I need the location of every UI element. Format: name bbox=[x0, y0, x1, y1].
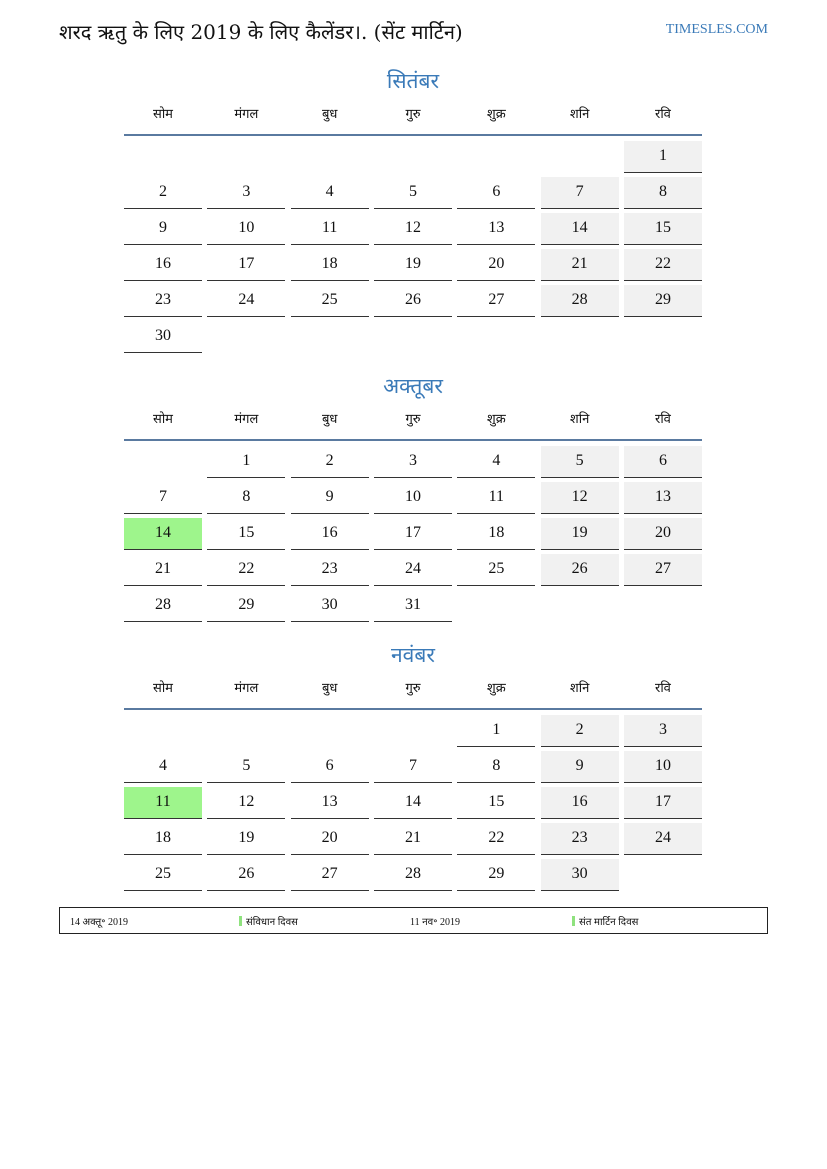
day-cell[interactable]: 24 bbox=[624, 823, 702, 855]
holiday-day-cell[interactable]: 11 bbox=[124, 787, 202, 819]
holiday-color-marker bbox=[572, 916, 575, 926]
weekday-header bbox=[124, 100, 702, 136]
day-cell[interactable]: 1 bbox=[624, 141, 702, 173]
day-cell[interactable]: 15 bbox=[624, 213, 702, 245]
day-cell[interactable]: 21 bbox=[124, 554, 202, 586]
holiday-day-cell[interactable]: 14 bbox=[124, 518, 202, 550]
day-cell[interactable]: 20 bbox=[291, 823, 369, 855]
weekday-label: शनि bbox=[569, 107, 590, 122]
day-cell[interactable]: 9 bbox=[541, 751, 619, 783]
brand-link[interactable]: TIMESLES.COM bbox=[665, 22, 768, 37]
day-cell[interactable]: 9 bbox=[124, 213, 202, 245]
empty-day-cell bbox=[207, 321, 285, 352]
weekday-label: मंगल bbox=[234, 107, 259, 122]
day-cell[interactable]: 13 bbox=[291, 787, 369, 819]
day-cell[interactable]: 2 bbox=[541, 715, 619, 747]
weekday-label: रवि bbox=[655, 681, 671, 696]
empty-day-cell bbox=[457, 321, 535, 352]
day-cell[interactable]: 30 bbox=[124, 321, 202, 353]
day-cell[interactable]: 16 bbox=[541, 787, 619, 819]
day-cell[interactable]: 23 bbox=[124, 285, 202, 317]
empty-day-cell bbox=[291, 715, 369, 746]
empty-day-cell bbox=[374, 321, 452, 352]
day-cell[interactable]: 20 bbox=[457, 249, 535, 281]
weekday-label: शुक्र bbox=[486, 412, 506, 427]
holiday-legend bbox=[59, 907, 768, 934]
day-cell[interactable]: 1 bbox=[207, 446, 285, 478]
day-cell[interactable]: 29 bbox=[457, 859, 535, 891]
weekday-label: रवि bbox=[655, 412, 671, 427]
empty-day-cell bbox=[541, 321, 619, 352]
weekday-header bbox=[124, 405, 702, 441]
day-cell[interactable]: 31 bbox=[374, 590, 452, 622]
day-cell[interactable]: 15 bbox=[457, 787, 535, 819]
empty-day-cell bbox=[374, 715, 452, 746]
day-cell[interactable]: 11 bbox=[291, 213, 369, 245]
legend-holiday-1: संविधान दिवस bbox=[239, 914, 298, 928]
day-cell[interactable]: 6 bbox=[624, 446, 702, 478]
empty-day-cell bbox=[457, 141, 535, 172]
day-cell[interactable]: 18 bbox=[457, 518, 535, 550]
empty-day-cell bbox=[541, 590, 619, 621]
weekday-label: गुरु bbox=[405, 107, 421, 122]
empty-day-cell bbox=[207, 141, 285, 172]
day-cell[interactable]: 10 bbox=[374, 482, 452, 514]
empty-day-cell bbox=[291, 321, 369, 352]
day-cell[interactable]: 28 bbox=[374, 859, 452, 891]
day-cell[interactable]: 8 bbox=[207, 482, 285, 514]
day-cell[interactable]: 21 bbox=[541, 249, 619, 281]
day-cell[interactable]: 10 bbox=[207, 213, 285, 245]
day-cell[interactable]: 3 bbox=[624, 715, 702, 747]
weekday-label: शुक्र bbox=[486, 681, 506, 696]
day-cell[interactable]: 17 bbox=[374, 518, 452, 550]
legend-date-2: 11 नव॰ 2019 bbox=[410, 917, 460, 928]
day-cell[interactable]: 25 bbox=[291, 285, 369, 317]
month-title: अक्तूबर bbox=[383, 374, 443, 398]
day-cell[interactable]: 17 bbox=[624, 787, 702, 819]
empty-day-cell bbox=[291, 141, 369, 172]
day-cell[interactable]: 27 bbox=[624, 554, 702, 586]
weekday-label: शनि bbox=[569, 412, 590, 427]
empty-day-cell bbox=[124, 715, 202, 746]
weekday-label: शनि bbox=[569, 681, 590, 696]
empty-day-cell bbox=[124, 446, 202, 477]
day-cell[interactable]: 17 bbox=[207, 249, 285, 281]
day-cell[interactable]: 26 bbox=[207, 859, 285, 891]
empty-day-cell bbox=[624, 590, 702, 621]
day-cell[interactable]: 4 bbox=[124, 751, 202, 783]
weekday-label: गुरु bbox=[405, 681, 421, 696]
day-cell[interactable]: 19 bbox=[374, 249, 452, 281]
day-cell[interactable]: 12 bbox=[207, 787, 285, 819]
day-cell[interactable]: 4 bbox=[291, 177, 369, 209]
day-cell[interactable]: 23 bbox=[541, 823, 619, 855]
day-cell[interactable]: 25 bbox=[124, 859, 202, 891]
weekday-label: बुध bbox=[321, 681, 338, 696]
day-cell[interactable]: 11 bbox=[457, 482, 535, 514]
day-cell[interactable]: 18 bbox=[291, 249, 369, 281]
day-cell[interactable]: 19 bbox=[207, 823, 285, 855]
day-cell[interactable]: 18 bbox=[124, 823, 202, 855]
day-cell[interactable]: 5 bbox=[207, 751, 285, 783]
day-cell[interactable]: 24 bbox=[374, 554, 452, 586]
day-cell[interactable]: 22 bbox=[457, 823, 535, 855]
day-cell[interactable]: 7 bbox=[374, 751, 452, 783]
day-cell[interactable]: 30 bbox=[541, 859, 619, 891]
page-title: शरद ऋतु के लिए 2019 के लिए कैलेंडर।. (सेंट मार्टिन) bbox=[59, 20, 463, 44]
day-cell[interactable]: 2 bbox=[291, 446, 369, 478]
day-cell[interactable]: 25 bbox=[457, 554, 535, 586]
day-cell[interactable]: 29 bbox=[207, 590, 285, 622]
day-cell[interactable]: 26 bbox=[374, 285, 452, 317]
legend-date-1: 14 अक्तू॰ 2019 bbox=[70, 917, 128, 928]
day-cell[interactable]: 27 bbox=[457, 285, 535, 317]
day-grid bbox=[124, 445, 702, 625]
day-cell[interactable]: 28 bbox=[124, 590, 202, 622]
day-grid bbox=[124, 714, 702, 894]
day-cell[interactable]: 7 bbox=[124, 482, 202, 514]
weekday-label: सोम bbox=[153, 681, 173, 696]
day-cell[interactable]: 6 bbox=[291, 751, 369, 783]
day-cell[interactable]: 19 bbox=[541, 518, 619, 550]
day-cell[interactable]: 5 bbox=[541, 446, 619, 478]
empty-day-cell bbox=[624, 859, 702, 890]
day-cell[interactable]: 6 bbox=[457, 177, 535, 209]
month-title: सितंबर bbox=[386, 69, 440, 93]
day-cell[interactable]: 30 bbox=[291, 590, 369, 622]
month-block bbox=[124, 371, 702, 625]
day-cell[interactable]: 15 bbox=[207, 518, 285, 550]
day-cell[interactable]: 12 bbox=[374, 213, 452, 245]
weekday-header bbox=[124, 674, 702, 710]
empty-day-cell bbox=[624, 321, 702, 352]
empty-day-cell bbox=[541, 141, 619, 172]
day-cell[interactable]: 26 bbox=[541, 554, 619, 586]
day-cell[interactable]: 23 bbox=[291, 554, 369, 586]
day-cell[interactable]: 29 bbox=[624, 285, 702, 317]
day-cell[interactable]: 16 bbox=[291, 518, 369, 550]
day-cell[interactable]: 2 bbox=[124, 177, 202, 209]
month-title: नवंबर bbox=[391, 643, 435, 667]
day-cell[interactable]: 14 bbox=[541, 213, 619, 245]
day-cell[interactable]: 5 bbox=[374, 177, 452, 209]
day-cell[interactable]: 24 bbox=[207, 285, 285, 317]
day-cell[interactable]: 22 bbox=[624, 249, 702, 281]
day-cell[interactable]: 16 bbox=[124, 249, 202, 281]
weekday-label: सोम bbox=[153, 412, 173, 427]
day-grid bbox=[124, 140, 702, 356]
day-cell[interactable]: 4 bbox=[457, 446, 535, 478]
day-cell[interactable]: 14 bbox=[374, 787, 452, 819]
day-cell[interactable]: 22 bbox=[207, 554, 285, 586]
month-block bbox=[124, 66, 702, 356]
day-cell[interactable]: 21 bbox=[374, 823, 452, 855]
day-cell[interactable]: 8 bbox=[624, 177, 702, 209]
weekday-label: बुध bbox=[321, 107, 338, 122]
day-cell[interactable]: 27 bbox=[291, 859, 369, 891]
weekday-label: रवि bbox=[655, 107, 671, 122]
day-cell[interactable]: 3 bbox=[207, 177, 285, 209]
day-cell[interactable]: 8 bbox=[457, 751, 535, 783]
day-cell[interactable]: 13 bbox=[457, 213, 535, 245]
day-cell[interactable]: 12 bbox=[541, 482, 619, 514]
day-cell[interactable]: 10 bbox=[624, 751, 702, 783]
legend-holiday-2: संत मार्टिन दिवस bbox=[572, 914, 638, 928]
empty-day-cell bbox=[374, 141, 452, 172]
month-block bbox=[124, 640, 702, 894]
day-cell[interactable]: 7 bbox=[541, 177, 619, 209]
weekday-label: मंगल bbox=[234, 681, 259, 696]
day-cell[interactable]: 9 bbox=[291, 482, 369, 514]
weekday-label: बुध bbox=[321, 412, 338, 427]
weekday-label: शुक्र bbox=[486, 107, 506, 122]
day-cell[interactable]: 3 bbox=[374, 446, 452, 478]
day-cell[interactable]: 20 bbox=[624, 518, 702, 550]
empty-day-cell bbox=[124, 141, 202, 172]
empty-day-cell bbox=[457, 590, 535, 621]
weekday-label: सोम bbox=[153, 107, 173, 122]
holiday-color-marker bbox=[239, 916, 242, 926]
day-cell[interactable]: 1 bbox=[457, 715, 535, 747]
weekday-label: मंगल bbox=[234, 412, 259, 427]
weekday-label: गुरु bbox=[405, 412, 421, 427]
empty-day-cell bbox=[207, 715, 285, 746]
day-cell[interactable]: 13 bbox=[624, 482, 702, 514]
day-cell[interactable]: 28 bbox=[541, 285, 619, 317]
